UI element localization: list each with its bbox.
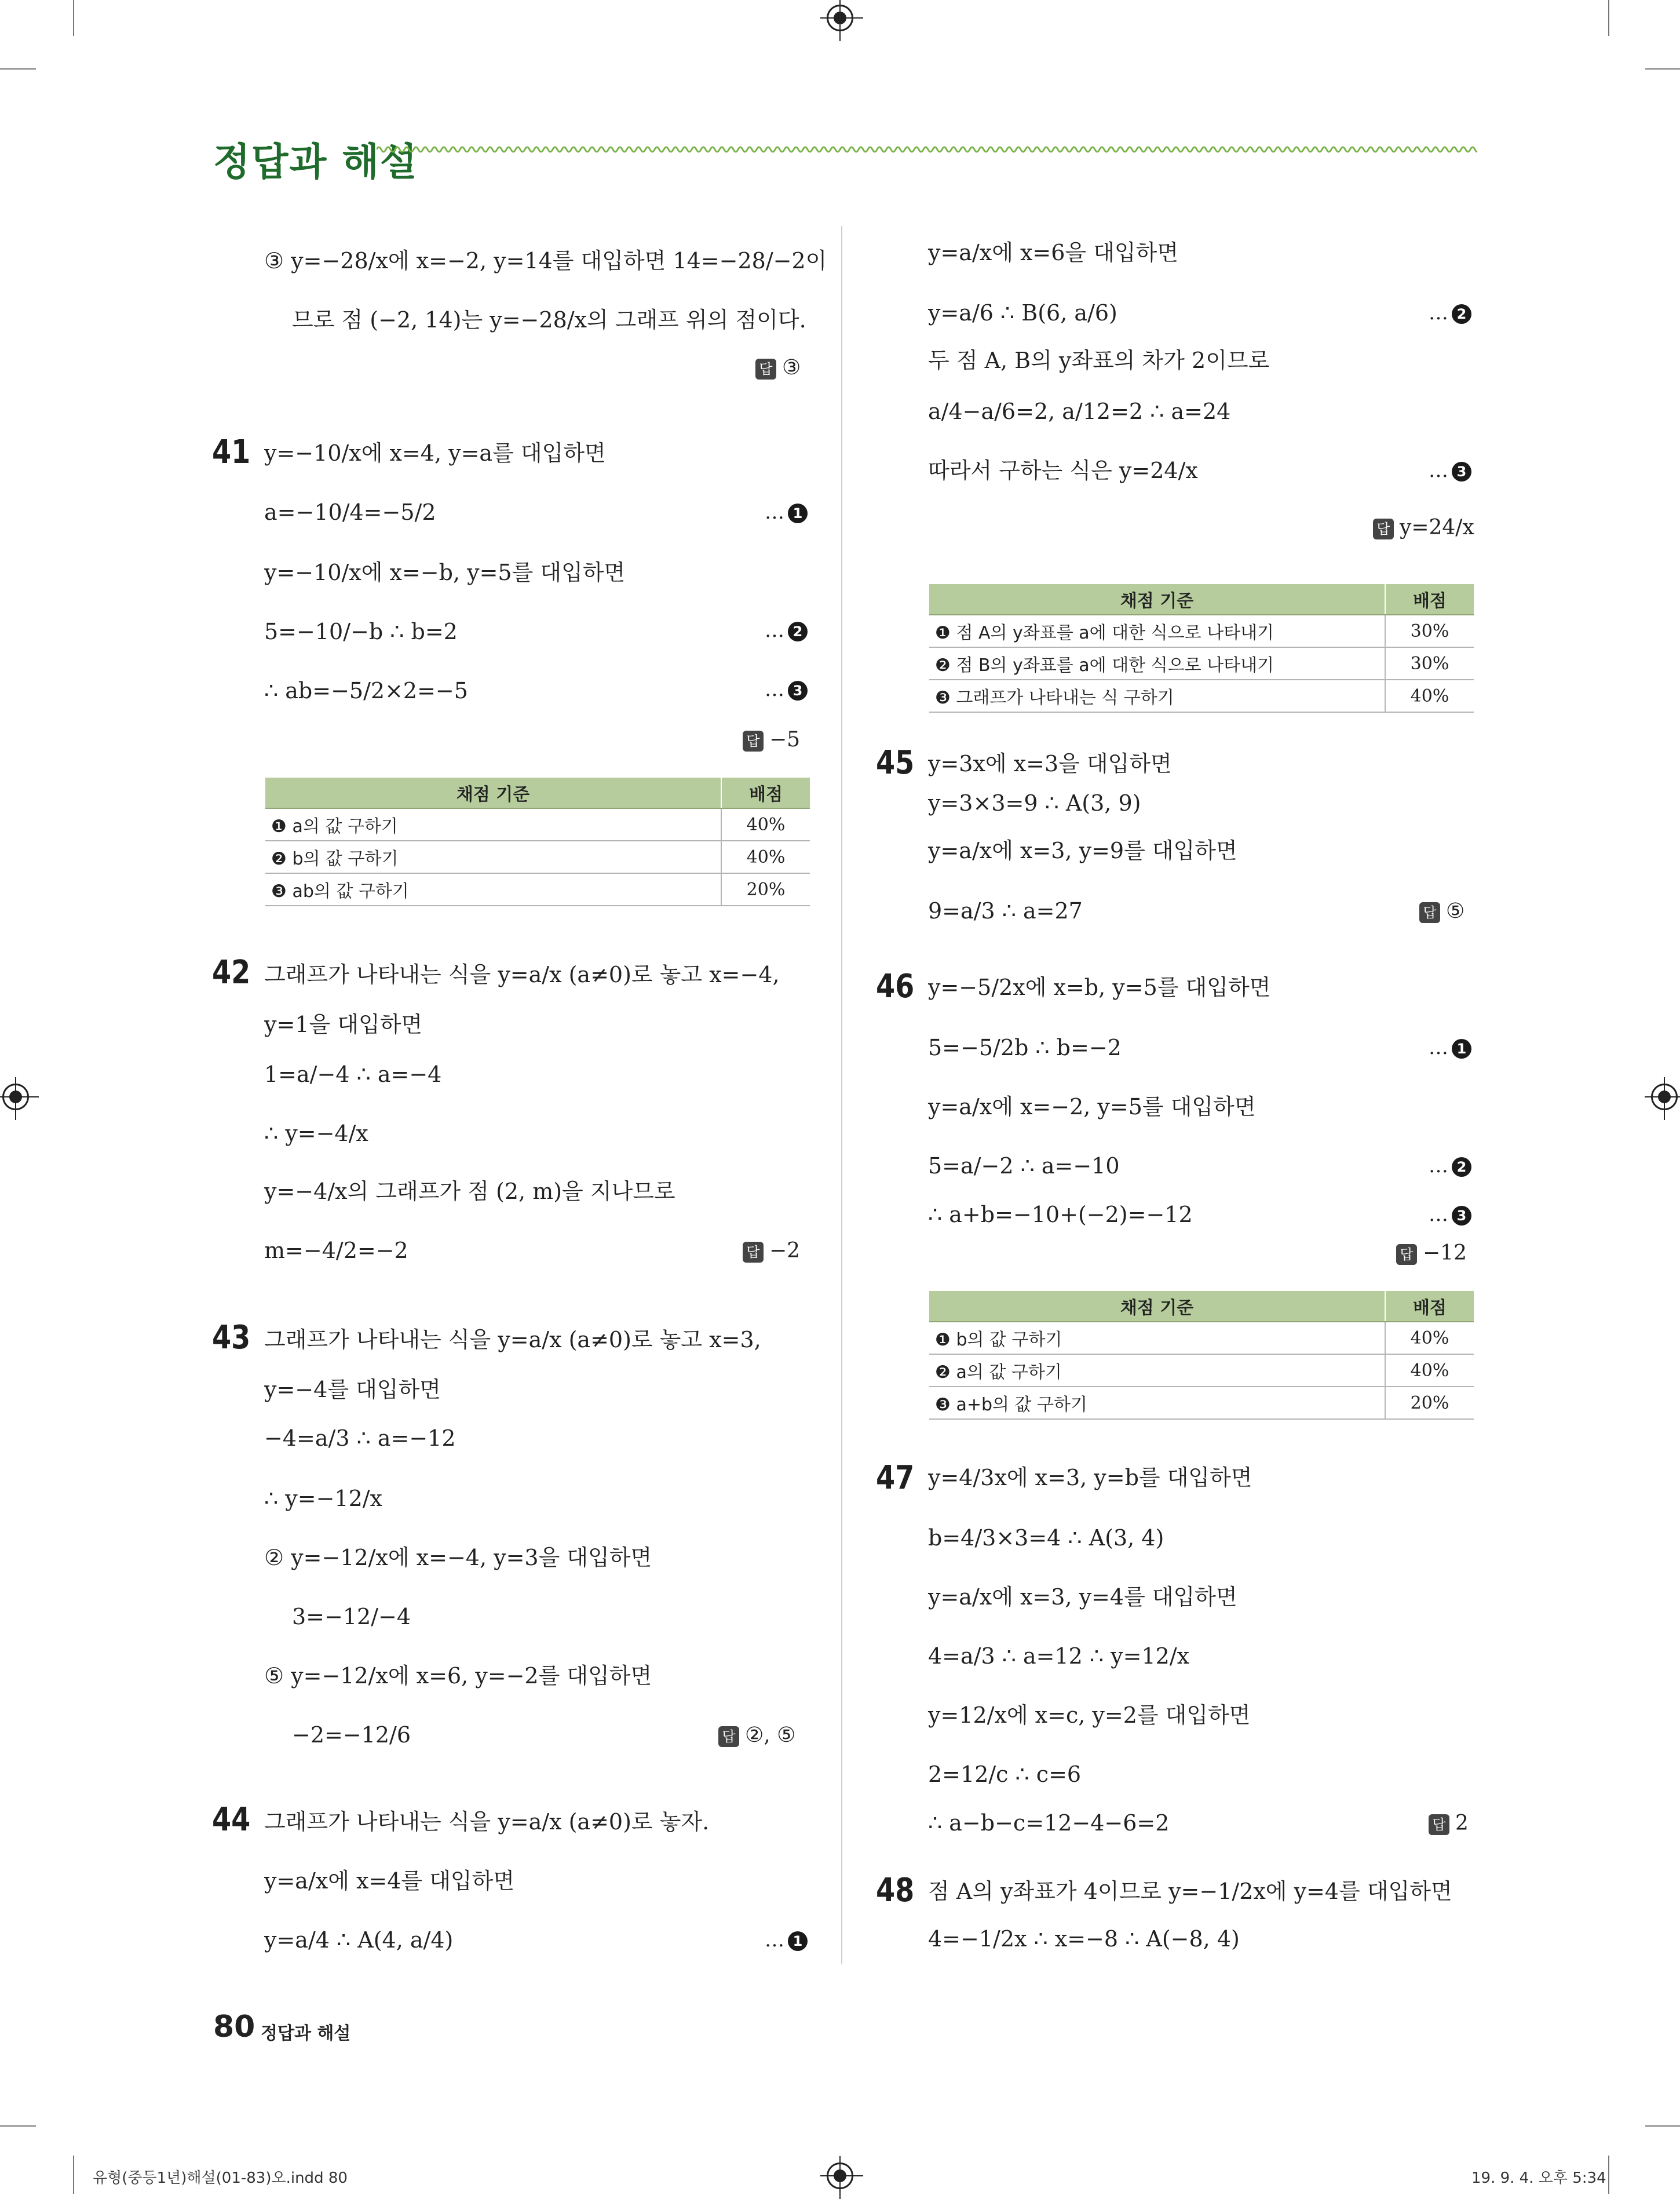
solution-line: y=3x에 x=3을 대입하면 — [928, 751, 1172, 776]
question-number: 45 — [876, 744, 915, 782]
solution-line: a/4−a/6=2, a/12=2 ∴ a=24 — [928, 399, 1231, 424]
solution-line: 그래프가 나타내는 식을 y=a/x (a≠0)로 놓자. — [264, 1809, 710, 1835]
page-title: 정답과 해설 — [213, 140, 418, 184]
solution-line: 따라서 구하는 식은 y=24/x — [928, 458, 1198, 483]
solution-line: ∴ a+b=−10+(−2)=−12 — [928, 1202, 1193, 1227]
question-number: 46 — [876, 968, 915, 1005]
answer-badge-icon: 답 — [1396, 1244, 1417, 1265]
solution-line: y=12/x에 x=c, y=2를 대입하면 — [928, 1702, 1251, 1728]
solution-line: 그래프가 나타내는 식을 y=a/x (a≠0)로 놓고 x=−4, — [264, 962, 780, 987]
crop-mark — [0, 2125, 36, 2127]
crop-mark — [1645, 2125, 1680, 2127]
solution-line: 4=a/3 ∴ a=12 ∴ y=12/x — [928, 1643, 1190, 1669]
question-number: 43 — [212, 1319, 251, 1356]
solution-line: y=−4/x의 그래프가 점 (2, m)을 지나므로 — [264, 1179, 675, 1204]
solution-line: y=−10/x에 x=4, y=a를 대입하면 — [264, 440, 606, 466]
grading-table — [929, 1291, 1474, 1420]
answer-label: 답 ③ — [755, 356, 801, 380]
grading-header: 채점 기준 — [265, 778, 721, 808]
question-number: 48 — [876, 1872, 915, 1909]
page-number: 80 — [213, 2010, 255, 2044]
step-marker: … 3 — [1429, 459, 1471, 482]
question-number: 42 — [212, 954, 251, 991]
answer-label: 답 −5 — [743, 728, 800, 752]
answer-badge-icon: 답 — [1373, 519, 1394, 539]
step-marker: … 2 — [1429, 1154, 1471, 1177]
answer-badge-icon: 답 — [743, 1242, 764, 1263]
footer-label: 정답과 해설 — [261, 2023, 351, 2044]
table-row: ❷ a의 값 구하기 40% — [929, 1354, 1474, 1387]
crop-mark — [73, 0, 74, 36]
registration-mark-icon — [827, 5, 853, 31]
solution-line: y=a/6 ∴ B(6, a/6) — [928, 300, 1117, 326]
solution-line: 점 A의 y좌표가 4이므로 y=−1/2x에 y=4를 대입하면 — [928, 1879, 1452, 1904]
step-marker: … 2 — [765, 619, 808, 642]
column-divider — [841, 226, 842, 1964]
solution-line: ∴ y=−12/x — [264, 1486, 382, 1511]
registration-mark-icon — [2, 1084, 29, 1110]
solution-line: 2=12/c ∴ c=6 — [928, 1762, 1082, 1787]
solution-line: 3=−12/−4 — [292, 1604, 411, 1629]
answer-badge-icon: 답 — [1429, 1814, 1449, 1835]
solution-line: y=1을 대입하면 — [264, 1012, 423, 1037]
grading-header: 배점 — [1385, 1291, 1474, 1322]
solution-line: y=a/x에 x=6을 대입하면 — [928, 240, 1179, 265]
answer-label: 답 −2 — [743, 1239, 800, 1263]
solution-line: 4=−1/2x ∴ x=−8 ∴ A(−8, 4) — [928, 1926, 1240, 1952]
solution-line: a=−10/4=−5/2 — [264, 499, 436, 525]
solution-line: ∴ ab=−5/2×2=−5 — [264, 678, 468, 703]
solution-line: y=−10/x에 x=−b, y=5를 대입하면 — [264, 560, 626, 585]
solution-line: y=a/x에 x=3, y=9를 대입하면 — [928, 838, 1237, 863]
solution-line: y=a/x에 x=3, y=4를 대입하면 — [928, 1584, 1237, 1610]
solution-line: 5=−5/2b ∴ b=−2 — [928, 1035, 1122, 1060]
crop-mark — [1608, 0, 1609, 36]
answer-label: 답 ②, ⑤ — [718, 1723, 795, 1747]
grading-table — [265, 778, 810, 906]
registration-mark-icon — [827, 2162, 853, 2189]
top-cont-line: 므로 점 (−2, 14)는 y=−28/x의 그래프 위의 점이다. — [292, 307, 806, 333]
solution-line: y=a/4 ∴ A(4, a/4) — [264, 1927, 454, 1953]
answer-label: 답 2 — [1429, 1811, 1469, 1835]
table-row: ❸ ab의 값 구하기 20% — [265, 873, 810, 906]
solution-line: ⑤ y=−12/x에 x=6, y=−2를 대입하면 — [264, 1663, 652, 1689]
solution-line: −4=a/3 ∴ a=−12 — [264, 1425, 456, 1451]
solution-line: y=−4를 대입하면 — [264, 1377, 441, 1402]
step-marker: … 1 — [1429, 1036, 1471, 1059]
step-marker: … 1 — [765, 1928, 808, 1952]
step-marker: … 3 — [1429, 1203, 1471, 1226]
table-row: ❷ 점 B의 y좌표를 a에 대한 식으로 나타내기 30% — [929, 647, 1474, 680]
step-marker: … 1 — [765, 501, 808, 524]
step-marker: … 2 — [1429, 301, 1471, 324]
grading-header: 배점 — [721, 778, 810, 808]
answer-badge-icon: 답 — [1419, 902, 1440, 923]
table-row: ❷ b의 값 구하기 40% — [265, 841, 810, 873]
crop-mark — [73, 2156, 74, 2194]
solution-line: b=4/3×3=4 ∴ A(3, 4) — [928, 1525, 1164, 1551]
crop-mark — [1608, 2156, 1609, 2194]
table-row: ❶ b의 값 구하기 40% — [929, 1322, 1474, 1354]
solution-line: 그래프가 나타내는 식을 y=a/x (a≠0)로 놓고 x=3, — [264, 1327, 761, 1352]
registration-mark-icon — [1651, 1084, 1678, 1110]
crop-mark — [0, 68, 36, 70]
solution-line: 5=−10/−b ∴ b=2 — [264, 619, 458, 644]
solution-line: 두 점 A, B의 y좌표의 차가 2이므로 — [928, 348, 1270, 373]
table-row: ❸ 그래프가 나타내는 식 구하기 40% — [929, 680, 1474, 712]
question-number: 44 — [212, 1801, 251, 1839]
answer-badge-icon: 답 — [743, 731, 764, 752]
grading-header: 채점 기준 — [929, 1291, 1385, 1322]
answer-badge-icon: 답 — [718, 1726, 739, 1747]
top-cont-line: ③ y=−28/x에 x=−2, y=14를 대입하면 14=−28/−2이 — [264, 248, 827, 273]
question-number: 41 — [212, 433, 251, 471]
file-slug: 유형(중등1년)해설(01-83)오.indd 80 — [93, 2169, 348, 2187]
answer-badge-icon: 답 — [755, 359, 776, 380]
step-marker: … 3 — [765, 678, 808, 701]
solution-line: y=a/x에 x=−2, y=5를 대입하면 — [928, 1094, 1256, 1119]
solution-line: 5=a/−2 ∴ a=−10 — [928, 1153, 1120, 1179]
solution-line: y=−5/2x에 x=b, y=5를 대입하면 — [928, 975, 1271, 1000]
solution-line: y=a/x에 x=4를 대입하면 — [264, 1868, 515, 1894]
solution-line: ② y=−12/x에 x=−4, y=3을 대입하면 — [264, 1545, 652, 1570]
answer-label: 답 y=24/x — [1373, 516, 1474, 539]
header-wave-line — [377, 143, 1477, 156]
table-row: ❶ a의 값 구하기 40% — [265, 808, 810, 841]
solution-line: ∴ y=−4/x — [264, 1121, 368, 1146]
grading-table — [929, 584, 1474, 713]
solution-line: −2=−12/6 — [292, 1722, 411, 1748]
grading-header: 채점 기준 — [929, 584, 1385, 615]
solution-line: 9=a/3 ∴ a=27 — [928, 898, 1083, 924]
solution-line: y=3×3=9 ∴ A(3, 9) — [928, 790, 1141, 816]
table-row: ❶ 점 A의 y좌표를 a에 대한 식으로 나타내기 30% — [929, 615, 1474, 647]
table-row: ❸ a+b의 값 구하기 20% — [929, 1387, 1474, 1419]
grading-header: 배점 — [1385, 584, 1474, 615]
question-number: 47 — [876, 1459, 915, 1497]
solution-line: 1=a/−4 ∴ a=−4 — [264, 1062, 442, 1087]
solution-line: m=−4/2=−2 — [264, 1238, 408, 1263]
answer-label: 답 ⑤ — [1419, 899, 1464, 923]
answer-label: 답 −12 — [1396, 1241, 1467, 1265]
solution-line: ∴ a−b−c=12−4−6=2 — [928, 1810, 1170, 1836]
solution-line: y=4/3x에 x=3, y=b를 대입하면 — [928, 1465, 1252, 1490]
crop-mark — [1645, 68, 1680, 70]
timestamp: 19. 9. 4. 오후 5:34 — [1471, 2169, 1606, 2187]
